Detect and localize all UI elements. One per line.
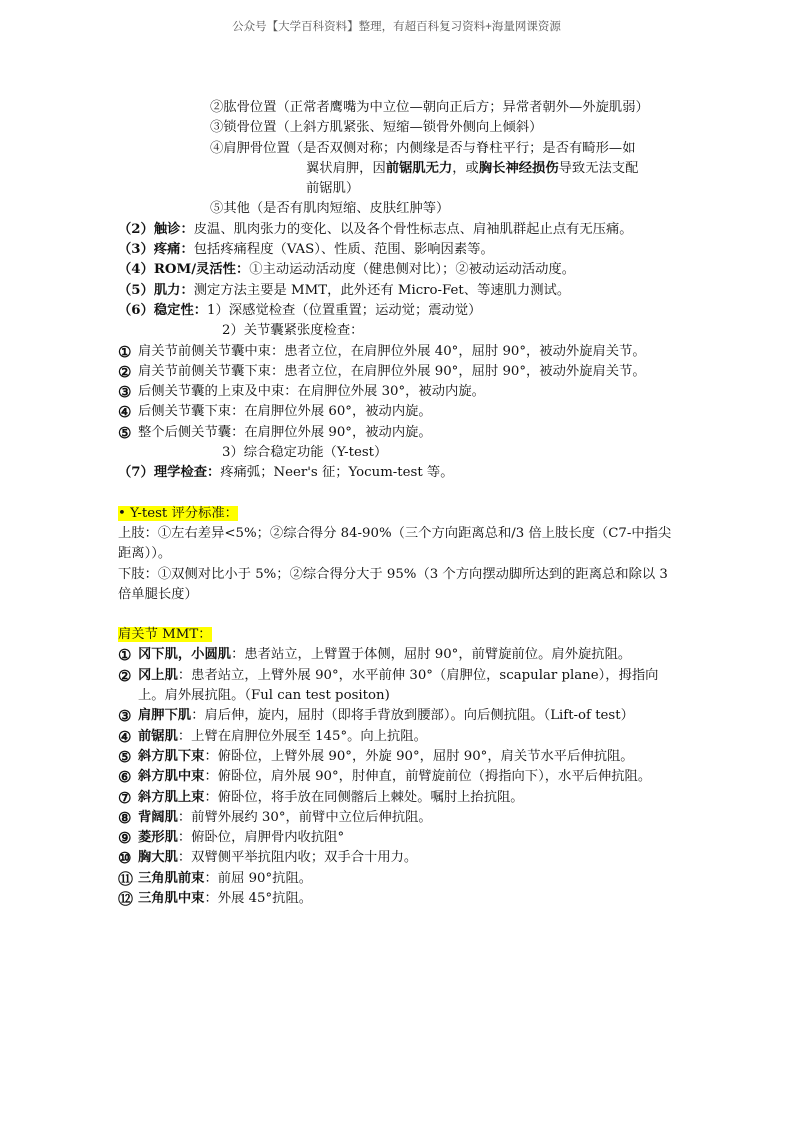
other-observation: ⑤其他（是否有肌肉短缩、皮肤红肿等） xyxy=(210,201,450,217)
humerus-position: ②肱骨位置（正常者鹰嘴为中立位—朝向正后方；异常者朝外—外旋肌弱） xyxy=(210,100,649,115)
serratus-weakness: 前锯肌无力 xyxy=(385,160,453,176)
pain: （3）疼痛：包括疼痛程度（VAS）、性质、范围、影响因素等。 xyxy=(118,242,494,258)
rom: （4）ROM/灵活性：①主动运动活动度（健患侧对比）；②被动运动活动度。 xyxy=(118,262,576,278)
ytest-upper: 上肢：①左右差异<5%；②综合得分 84-90%（三个方向距离总和/3 倍上肢长度（C7-中指尖距离））。 xyxy=(118,525,672,562)
mmt-item: ② 冈上肌：患者站立，上臂外展 90°，水平前伸 30°（肩胛位，scapular plane），拇指向上。肩外展抗阻。（Ful can test positon) xyxy=(118,666,659,704)
capsule-item: ① 肩关节前侧关节囊中束：患者立位，在肩胛位外展 40°，屈肘 90°，被动外旋肩关节。 xyxy=(118,342,646,361)
mmt-item: ⑧ 背阔肌：前臂外展约 30°，前臂中立位后伸抗阻。 xyxy=(118,808,432,827)
capsule-item: ③ 后侧关节囊的上束及中束：在肩胛位外展 30°，被动内旋。 xyxy=(118,383,485,402)
page-header: 公众号【大学百科资料】整理，有超百科复习资料+海量网课资源 xyxy=(232,21,561,33)
stability: （6）稳定性：1）深感觉检查（位置重置；运动觉；震动觉） xyxy=(118,302,482,318)
mmt-item: ⑤ 斜方肌下束：俯卧位，上臂外展 90°，外旋 90°，屈肘 90°，肩关节水平后伸抗阻。 xyxy=(118,747,634,766)
strength: （5）肌力：测定方法主要是 MMT，此外还有 Micro-Fet、等速肌力测试。 xyxy=(118,282,571,298)
capsule-item: ④ 后侧关节囊下束：在肩胛位外展 60°，被动内旋。 xyxy=(118,403,432,422)
mmt-item: ⑨ 菱形肌：俯卧位，肩胛骨内收抗阻° xyxy=(118,829,345,848)
mmt-item: ⑥ 斜方肌中束：俯卧位，肩外展 90°，肘伸直，前臂旋前位（拇指向下），水平后伸抗阻。 xyxy=(118,768,652,787)
mmt-item: ⑩ 胸大肌：双臂侧平举抗阻内收；双手合十用力。 xyxy=(118,849,418,868)
ytest-lower: 下肢：①双侧对比小于 5%；②综合得分大于 95%（3 个方向摆动脚所达到的距离总和除以 3 倍单腿长度） xyxy=(118,566,668,602)
palpation: （2）触诊：皮温、肌肉张力的变化、以及各个骨性标志点、肩袖肌群起止点有无压痛。 xyxy=(118,221,633,237)
mmt-item: ① 冈下肌，小圆肌：患者站立，上臂置于体侧，屈肘 90°，前臂旋前位。肩外旋抗阻。 xyxy=(118,646,632,665)
clavicle-position: ③锁骨位置（上斜方肌紧张、短缩—锁骨外侧向上倾斜） xyxy=(210,120,543,136)
scapula-position: ④肩胛骨位置（是否双侧对称；内侧缘是否与脊柱平行；是否有畸形—如 xyxy=(210,140,636,156)
scapula-position-cont: 翼状肩胛，因前锯肌无力，或胸长神经损伤导致无法支配 xyxy=(306,160,639,176)
mmt-item: ③ 肩胛下肌：肩后伸，旋内，屈肘（即将手背放到腰部）。向后侧抗阻。（Lift-of test） xyxy=(118,707,634,726)
long-thoracic-injury: 胸长神经损伤 xyxy=(478,160,559,176)
scapula-position-end: 前锯肌） xyxy=(306,181,360,197)
mmt-item: ⑦ 斜方肌上束：俯卧位，将手放在同侧髂后上棘处。嘱肘上抬抗阻。 xyxy=(118,788,524,807)
document-body xyxy=(118,98,678,909)
mmt-item: ④ 前锯肌：上臂在肩胛位外展至 145°。向上抗阻。 xyxy=(118,727,427,746)
ytest-stability: 3）综合稳定功能（Y-test） xyxy=(222,445,388,461)
physical-exam: （7）理学检查：疼痛弧；Neer's 征；Yocum-test 等。 xyxy=(118,465,454,481)
mmt-item: ⑪ 三角肌前束：前屈 90°抗阻。 xyxy=(118,869,313,888)
capsule-item: ⑤ 整个后侧关节囊：在肩胛位外展 90°，被动内旋。 xyxy=(118,423,432,442)
ytest-heading: • Y-test 评分标准： xyxy=(118,505,238,521)
capsule-item: ② 肩关节前侧关节囊下束：患者立位，在肩胛位外展 90°，屈肘 90°，被动外旋肩关节。 xyxy=(118,362,646,381)
capsule-title: 2）关节囊紧张度检查： xyxy=(222,323,364,339)
mmt-item: ⑫ 三角肌中束：外展 45°抗阻。 xyxy=(118,889,313,908)
mmt-heading: 肩关节 MMT： xyxy=(118,627,212,643)
